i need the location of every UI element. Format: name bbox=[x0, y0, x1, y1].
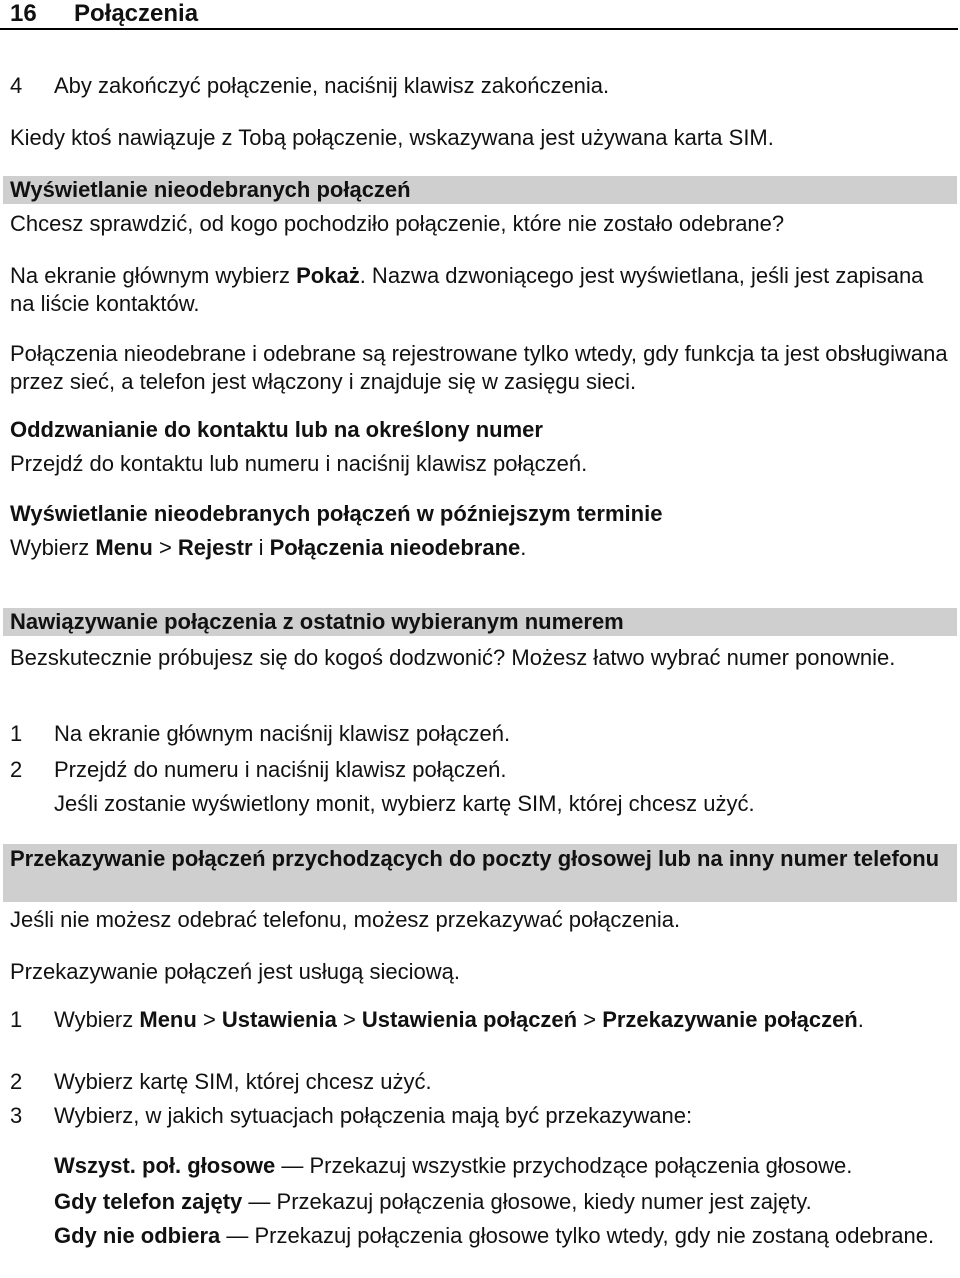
step-number: 4 bbox=[10, 73, 23, 98]
subheading-call-back: Oddzwanianie do kontaktu lub na określony numer bbox=[10, 417, 543, 442]
option-item: Gdy telefon zajęty — Przekazuj połączenia głosowe, kiedy numer jest zajęty. bbox=[54, 1189, 812, 1214]
ui-term-pokaz: Pokaż bbox=[296, 263, 360, 288]
paragraph: Na ekranie głównym wybierz Pokaż. Nazwa dzwoniącego jest wyświetlana, jeśli jest zapisana na liście kontaktów. bbox=[10, 263, 924, 316]
step-note: Jeśli zostanie wyświetlony monit, wybierz kartę SIM, której chcesz użyć. bbox=[54, 791, 755, 816]
step-text: Aby zakończyć połączenie, naciśnij klawisz zakończenia. bbox=[54, 73, 610, 98]
option-desc: Przekazuj połączenia głosowe, kiedy numer jest zajęty. bbox=[276, 1189, 812, 1214]
option-item: Gdy nie odbiera — Przekazuj połączenia głosowe tylko wtedy, gdy nie zostaną odebrane. bbox=[54, 1223, 935, 1248]
step-number: 3 bbox=[10, 1103, 23, 1128]
step-number: 2 bbox=[10, 1069, 23, 1094]
option-desc: Przekazuj wszystkie przychodzące połączenia głosowe. bbox=[309, 1153, 853, 1178]
step-text: Wybierz kartę SIM, której chcesz użyć. bbox=[54, 1069, 432, 1094]
ui-term-rejestr: Rejestr bbox=[177, 535, 253, 560]
ui-term-menu: Menu bbox=[139, 1007, 197, 1032]
paragraph-menu-path: Wybierz Menu > Rejestr i Połączenia nieodebrane. bbox=[10, 535, 527, 560]
ui-term-ustawienia-polaczen: Ustawienia połączeń bbox=[361, 1007, 578, 1032]
paragraph: Przejdź do kontaktu lub numeru i naciśnij klawisz połączeń. bbox=[10, 451, 588, 476]
page-number: 16 bbox=[10, 0, 37, 27]
ui-term-przekazywanie-polaczen: Przekazywanie połączeń bbox=[602, 1007, 858, 1032]
ui-term-menu: Menu bbox=[95, 535, 153, 560]
step-text: Przejdź do numeru i naciśnij klawisz połączeń. bbox=[54, 757, 507, 782]
paragraph: Chcesz sprawdzić, od kogo pochodziło połączenie, które nie zostało odebrane? bbox=[10, 211, 785, 236]
paragraph: Przekazywanie połączeń jest usługą sieciową. bbox=[10, 959, 461, 984]
option-term: Gdy nie odbiera bbox=[54, 1223, 221, 1248]
option-term: Gdy telefon zajęty bbox=[54, 1189, 243, 1214]
ui-term-polaczenia-nieodebrane: Połączenia nieodebrane bbox=[269, 535, 521, 560]
option-item: Wszyst. poł. głosowe — Przekazuj wszystkie przychodzące połączenia głosowe. bbox=[54, 1153, 853, 1178]
option-term: Wszyst. poł. głosowe bbox=[54, 1153, 276, 1178]
step-number: 2 bbox=[10, 757, 23, 782]
ui-term-ustawienia: Ustawienia bbox=[221, 1007, 337, 1032]
step-text-menu-path: Wybierz Menu > Ustawienia > Ustawienia połączeń > Przekazywanie połączeń. bbox=[54, 1007, 864, 1032]
section-heading-missed-calls: Wyświetlanie nieodebranych połączeń bbox=[10, 177, 411, 202]
step-text: Wybierz, w jakich sytuacjach połączenia mają być przekazywane: bbox=[54, 1103, 693, 1128]
subheading-view-later: Wyświetlanie nieodebranych połączeń w późniejszym terminie bbox=[10, 501, 663, 526]
page-title: Połączenia bbox=[74, 0, 199, 27]
step-text: Na ekranie głównym naciśnij klawisz połączeń. bbox=[54, 721, 511, 746]
paragraph: Bezskutecznie próbujesz się do kogoś dodzwonić? Możesz łatwo wybrać numer ponownie. bbox=[10, 645, 896, 670]
paragraph: Połączenia nieodebrane i odebrane są rejestrowane tylko wtedy, gdy funkcja ta jest obsługiwana przez sieć, a telefon jest włączony i znajduje się w zasięgu sieci. bbox=[10, 341, 948, 394]
page-header bbox=[0, 0, 958, 30]
section-heading-forwarding: Przekazywanie połączeń przychodzących do poczty głosowej lub na inny numer telefonu bbox=[10, 846, 940, 871]
section-heading-redial: Nawiązywanie połączenia z ostatnio wybieranym numerem bbox=[10, 609, 624, 634]
step-number: 1 bbox=[10, 721, 23, 746]
sim-note: Kiedy ktoś nawiązuje z Tobą połączenie, wskazywana jest używana karta SIM. bbox=[10, 125, 774, 150]
option-desc: Przekazuj połączenia głosowe tylko wtedy, gdy nie zostaną odebrane. bbox=[254, 1223, 935, 1248]
step-number: 1 bbox=[10, 1007, 23, 1032]
paragraph: Jeśli nie możesz odebrać telefonu, możesz przekazywać połączenia. bbox=[10, 907, 681, 932]
